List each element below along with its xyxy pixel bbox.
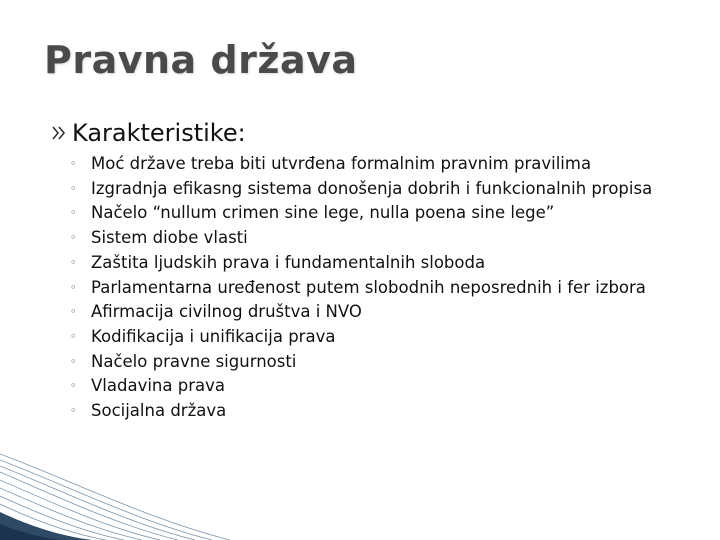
list-item	[68, 399, 688, 424]
list-item-text: Moć države treba biti utvrđena formalnim pravnim pravilima	[91, 154, 592, 173]
list-item	[68, 152, 688, 177]
corner-wave-decoration	[0, 440, 720, 540]
list-item-text: Vladavina prava	[91, 376, 225, 396]
list-item	[68, 276, 688, 301]
list-item-text: Socijalna država	[91, 401, 227, 421]
list-item-text: Sistem diobe vlasti	[91, 228, 248, 248]
list-item-text: Parlamentarna uređenost putem slobodnih neposrednih i fer izbora	[91, 277, 646, 297]
list-item	[68, 226, 688, 251]
main-bullet-label: Karakteristike:	[72, 119, 246, 147]
sub-bullet-list	[68, 152, 688, 424]
list-item	[68, 374, 688, 399]
circle-bullet-icon: ◦	[70, 206, 77, 220]
circle-bullet-icon: ◦	[70, 157, 77, 170]
list-item	[68, 201, 688, 226]
circle-bullet-icon: ◦	[70, 354, 77, 368]
circle-bullet-icon: ◦	[70, 231, 77, 245]
circle-bullet-icon: ◦	[70, 379, 77, 393]
list-item	[68, 325, 688, 350]
circle-bullet-icon: ◦	[70, 181, 77, 195]
list-item	[68, 177, 688, 202]
circle-bullet-icon: ◦	[70, 255, 77, 269]
list-item-text: Afirmacija civilnog društva i NVO	[91, 302, 362, 322]
list-item	[68, 350, 688, 375]
circle-bullet-icon: ◦	[70, 404, 77, 418]
circle-bullet-icon: ◦	[70, 305, 77, 319]
chevron-bullet-icon	[52, 126, 66, 140]
list-item-text: Kodifikacija i unifikacija prava	[91, 326, 336, 346]
list-item-text: Načelo pravne sigurnosti	[91, 351, 297, 371]
list-item-text: Izgradnja efikasng sistema donošenja dobrih i funkcionalnih propisa	[91, 178, 653, 198]
list-item	[68, 300, 688, 325]
circle-bullet-icon: ◦	[70, 280, 77, 294]
list-item-text: Načelo “nullum crimen sine lege, nulla poena sine lege”	[91, 203, 555, 223]
circle-bullet-icon: ◦	[70, 329, 77, 343]
list-item	[68, 251, 688, 276]
list-item-text: Zaštita ljudskih prava i fundamentalnih sloboda	[91, 252, 486, 272]
slide-title: Pravna država	[44, 38, 358, 82]
